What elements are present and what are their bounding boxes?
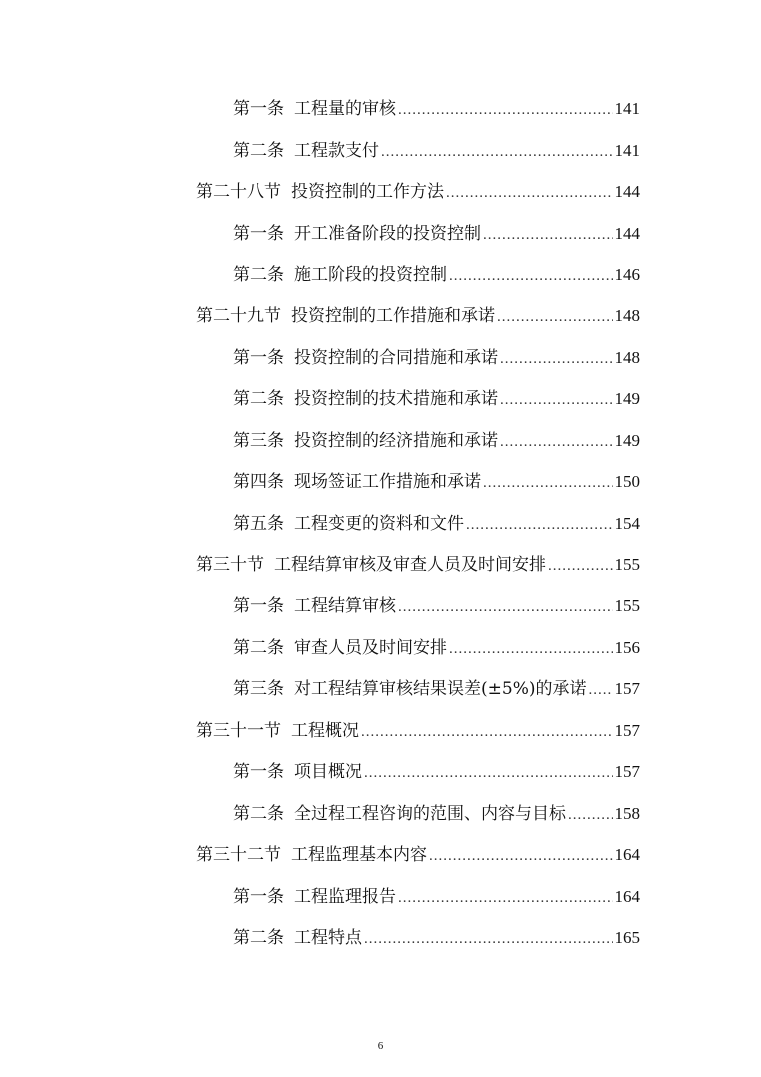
toc-entry-page: 144 — [614, 182, 640, 202]
toc-entry-page: 164 — [614, 886, 640, 906]
dot-leader — [361, 722, 613, 742]
toc-entry-page: 158 — [614, 803, 640, 823]
dot-leader — [483, 225, 613, 245]
toc-entry[interactable] — [0, 130, 761, 171]
toc-entry-label: 第一条 — [233, 762, 284, 783]
table-of-contents — [0, 89, 761, 959]
toc-entry-page: 149 — [614, 430, 640, 450]
toc-entry-label: 第一条 — [233, 596, 284, 617]
toc-entry-label: 第一条 — [233, 223, 284, 244]
toc-entry-title: 工程款支付 — [294, 140, 379, 161]
toc-entry[interactable] — [0, 876, 761, 917]
toc-entry-title: 工程概况 — [291, 720, 359, 741]
toc-entry-label: 第二条 — [233, 803, 284, 824]
toc-entry-label: 第二条 — [233, 389, 284, 410]
toc-entry-label: 第五条 — [233, 513, 284, 534]
toc-entry[interactable] — [0, 338, 761, 379]
toc-entry-title: 现场签证工作措施和承诺 — [294, 472, 481, 493]
toc-entry-label: 第一条 — [233, 886, 284, 907]
toc-entry-title: 投资控制的技术措施和承诺 — [294, 389, 498, 410]
toc-entry-title: 施工阶段的投资控制 — [294, 264, 447, 285]
toc-entry-page: 155 — [614, 555, 640, 575]
dot-leader — [449, 639, 613, 659]
dot-leader — [483, 473, 613, 493]
dot-leader — [449, 266, 613, 286]
toc-entry-page: 141 — [614, 140, 640, 160]
toc-entry-page: 144 — [614, 223, 640, 243]
toc-entry-label: 第一条 — [233, 347, 284, 368]
dot-leader — [466, 515, 613, 535]
toc-entry-title: 工程量的审核 — [294, 99, 396, 120]
toc-entry[interactable] — [0, 752, 761, 793]
toc-entry-page: 148 — [614, 306, 640, 326]
toc-entry[interactable] — [0, 421, 761, 462]
toc-entry-page: 141 — [614, 99, 640, 119]
toc-entry-page: 155 — [614, 596, 640, 616]
toc-entry[interactable] — [0, 545, 761, 586]
toc-entry[interactable] — [0, 918, 761, 959]
toc-entry-label: 第二条 — [233, 264, 284, 285]
toc-entry-label: 第二十九节 — [196, 306, 281, 327]
toc-entry-title: 项目概况 — [294, 762, 362, 783]
page-number: 6 — [377, 1040, 384, 1052]
dot-leader — [398, 888, 613, 908]
toc-entry[interactable] — [0, 379, 761, 420]
toc-entry-label: 第三十二节 — [196, 845, 281, 866]
toc-entry-page: 154 — [614, 513, 640, 533]
dot-leader — [398, 597, 613, 617]
toc-entry-title: 对工程结算审核结果误差(±5%)的承诺 — [294, 679, 587, 700]
toc-entry-page: 165 — [614, 927, 640, 947]
toc-entry[interactable] — [0, 255, 761, 296]
toc-entry[interactable] — [0, 669, 761, 710]
toc-entry-page: 146 — [614, 264, 640, 284]
toc-entry-title: 工程监理报告 — [294, 886, 396, 907]
dot-leader — [500, 349, 613, 369]
toc-entry[interactable] — [0, 711, 761, 752]
toc-entry-page: 164 — [614, 845, 640, 865]
toc-entry-page: 157 — [614, 720, 640, 740]
dot-leader — [588, 680, 612, 700]
toc-entry-title: 工程变更的资料和文件 — [294, 513, 464, 534]
toc-entry[interactable] — [0, 503, 761, 544]
toc-entry-title: 全过程工程咨询的范围、内容与目标 — [294, 803, 566, 824]
toc-entry-title: 工程结算审核及审查人员及时间安排 — [274, 555, 546, 576]
toc-entry[interactable] — [0, 213, 761, 254]
dot-leader — [568, 805, 613, 825]
toc-entry-label: 第三条 — [233, 679, 284, 700]
toc-entry-page: 148 — [614, 347, 640, 367]
toc-entry-label: 第三十一节 — [196, 720, 281, 741]
toc-entry[interactable] — [0, 296, 761, 337]
toc-entry-label: 第三条 — [233, 430, 284, 451]
dot-leader — [500, 390, 613, 410]
dot-leader — [497, 307, 613, 327]
dot-leader — [381, 142, 613, 162]
toc-entry-label: 第二条 — [233, 927, 284, 948]
dot-leader — [548, 556, 613, 576]
toc-entry-page: 157 — [614, 679, 640, 699]
toc-entry-label: 第一条 — [233, 99, 284, 120]
toc-entry[interactable] — [0, 628, 761, 669]
toc-entry-label: 第二条 — [233, 140, 284, 161]
toc-entry[interactable] — [0, 89, 761, 130]
toc-entry-title: 投资控制的经济措施和承诺 — [294, 430, 498, 451]
dot-leader — [446, 183, 613, 203]
toc-entry[interactable] — [0, 835, 761, 876]
dot-leader — [364, 763, 613, 783]
toc-entry-label: 第二条 — [233, 637, 284, 658]
dot-leader — [500, 432, 613, 452]
toc-entry[interactable] — [0, 586, 761, 627]
toc-entry[interactable] — [0, 462, 761, 503]
toc-entry-page: 156 — [614, 637, 640, 657]
toc-entry-label: 第四条 — [233, 472, 284, 493]
toc-entry-title: 工程结算审核 — [294, 596, 396, 617]
toc-entry-title: 工程特点 — [294, 927, 362, 948]
toc-entry[interactable] — [0, 172, 761, 213]
toc-entry-label: 第二十八节 — [196, 182, 281, 203]
toc-entry-title: 工程监理基本内容 — [291, 845, 427, 866]
toc-entry-label: 第三十节 — [196, 555, 264, 576]
dot-leader — [429, 846, 613, 866]
toc-entry-page: 157 — [614, 762, 640, 782]
toc-entry-title: 开工准备阶段的投资控制 — [294, 223, 481, 244]
toc-entry-title: 投资控制的工作方法 — [291, 182, 444, 203]
toc-entry-page: 150 — [614, 472, 640, 492]
toc-entry-title: 投资控制的工作措施和承诺 — [291, 306, 495, 327]
dot-leader — [398, 100, 613, 120]
toc-entry[interactable] — [0, 793, 761, 834]
dot-leader — [364, 929, 613, 949]
toc-entry-title: 投资控制的合同措施和承诺 — [294, 347, 498, 368]
toc-entry-page: 149 — [614, 389, 640, 409]
toc-entry-title: 审查人员及时间安排 — [294, 637, 447, 658]
